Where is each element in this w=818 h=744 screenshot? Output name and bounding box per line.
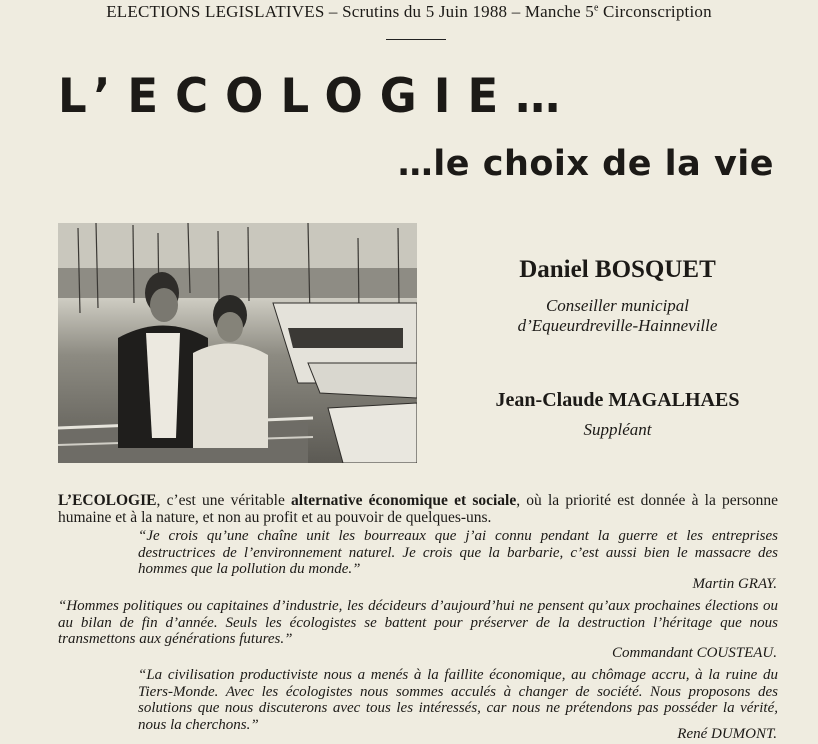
quote-gray: “Je crois qu’une chaîne unit les bourreaux que j’ai connu pendant la guerre et les entreprises destructrices de l’environnement naturel. Je crois que la barbarie, c’est aussi bien le massacre des hommes que la pollution du monde.”: [138, 528, 778, 577]
harbour-photo: [58, 223, 417, 463]
substitute-name: Jean-Claude MAGALHAES: [495, 389, 740, 411]
quote-cousteau: “Hommes politiques ou capitaines d’industrie, les décideurs d’aujourd’hui ne pensent qu’aux prochaines élections ou au bilan de fin d’année. Seuls les écologistes se battent pour préserver de la destruction l’héritage que nous transmettons aux générations futures.”: [58, 598, 778, 647]
header-text: ELECTIONS LEGISLATIVES – Scrutins du 5 Juin 1988 – Manche 5: [106, 2, 594, 21]
page-subtitle: …le choix de la vie: [397, 144, 774, 184]
intro-paragraph: [58, 492, 778, 526]
intro-lead: L’ECOLOGIE: [58, 492, 157, 509]
quote-dumont: “La civilisation productiviste nous a menés à la faillite économique, au chômage accru, à la ruine du Tiers-Monde. Avec les écologistes nous sommes acculés à changer de société. Nous proposons des solutions que nous discuterons avec tous les intéressés, car nous ne prétendons pas posséder la vérité, nous la cherchons.”: [138, 667, 778, 733]
candidate-role-line1: Conseiller municipal: [545, 296, 690, 315]
page-title: L’ECOLOGIE…: [58, 67, 578, 124]
quote-cousteau-author: Commandant COUSTEAU.: [611, 645, 777, 661]
header-superscript: e: [593, 2, 599, 14]
header-tail: Circonscription: [598, 2, 712, 21]
intro-part2: , où la priorité est donnée à la personne humaine et à la nature, et non au profit et au pouvoir de quelques-uns.: [58, 492, 778, 526]
header-rule: [386, 39, 446, 40]
intro-emphasis: alternative économique et sociale: [291, 492, 517, 509]
election-header: [0, 2, 818, 22]
candidate-name: Daniel BOSQUET: [519, 256, 716, 283]
intro-part1: , c’est une véritable: [156, 492, 292, 509]
substitute-role: Suppléant: [583, 420, 652, 439]
quote-dumont-author: René DUMONT.: [677, 726, 777, 742]
candidate-role: [470, 296, 765, 336]
quote-gray-author: Martin GRAY.: [692, 576, 777, 592]
candidate-role-line2: d’Equeurdreville-Hainneville: [517, 316, 718, 335]
